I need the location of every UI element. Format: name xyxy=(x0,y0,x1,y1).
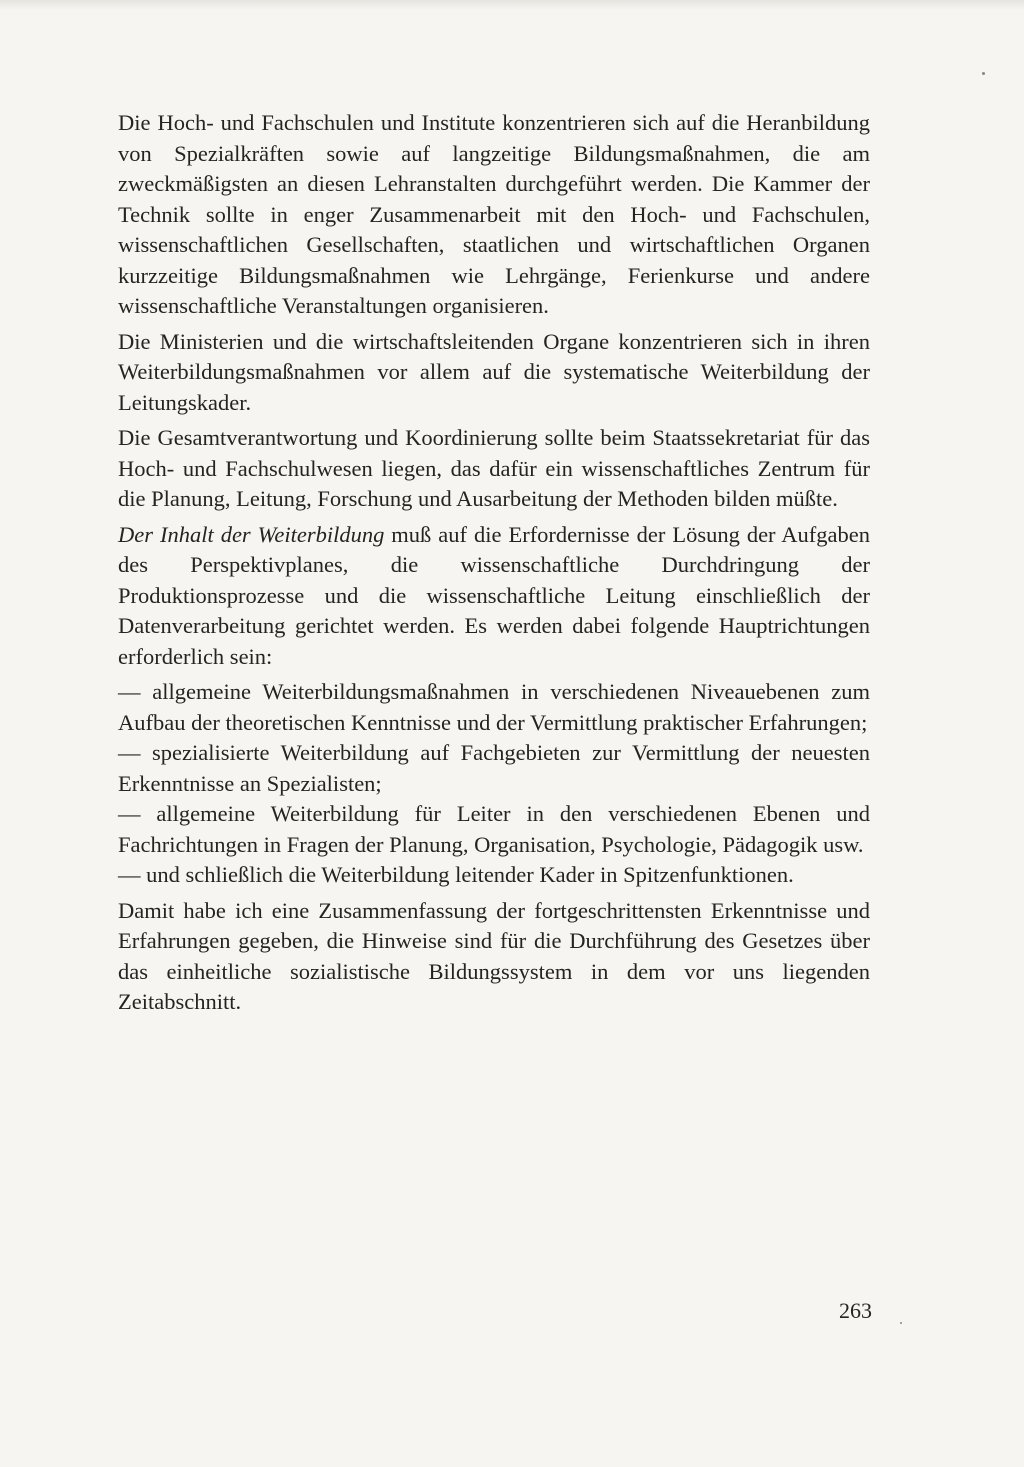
body-text xyxy=(118,108,870,1023)
paragraph-content xyxy=(118,520,870,673)
list-item-text: — und schließlich die Weiterbildung leitender Kader in Spitzenfunktionen. xyxy=(118,862,794,887)
list-item xyxy=(118,860,870,891)
list-item-text: — allgemeine Weiterbildungsmaßnahmen in verschiedenen Niveauebenen zum Aufbau der theoretischen Kenntnisse und der Vermittlung praktischer Erfahrungen; xyxy=(118,679,870,735)
list-item-text: — spezialisierte Weiterbildung auf Fachgebieten zur Vermittlung der neuesten Erkenntnisse an Spezialisten; xyxy=(118,740,870,796)
list-item xyxy=(118,799,870,860)
list-item xyxy=(118,677,870,738)
scan-speck xyxy=(982,72,985,75)
directions-list xyxy=(118,677,870,891)
paragraph-content-rest: muß auf die Erfordernisse der Lösung der Aufgaben des Perspektivplanes, die wissenschaftliche Durchdringung der Produktionsprozesse und die wissenschaftliche Leitung einschließlich der Datenverarbeitung gerichtet werden. Es werden dabei folgende Hauptrichtungen erforderlich sein: xyxy=(118,521,870,669)
list-item-text: — allgemeine Weiterbildung für Leiter in den verschiedenen Ebenen und Fachrichtungen in Fragen der Planung, Organisation, Psychologie, Pädagogik usw. xyxy=(118,801,870,857)
paragraph-ministries: Die Ministerien und die wirtschaftsleitenden Organe konzentrieren sich in ihren Weiterbildungsmaßnahmen vor allem auf die systematische Weiterbildung der Leitungskader. xyxy=(118,328,870,415)
list-item xyxy=(118,738,870,799)
paragraph-closing: Damit habe ich eine Zusammenfassung der fortgeschrittensten Erkenntnisse und Erfahrungen gegeben, die Hinweise sind für die Durchführung des Gesetzes über das einheitliche sozialistische Bildungssystem in dem vor uns liegenden Zeitabschnitt. xyxy=(118,897,870,1014)
scan-speck xyxy=(900,1322,902,1324)
page-number: 263 xyxy=(839,1298,872,1323)
paragraph-responsibility: Die Gesamtverantwortung und Koordinierung sollte beim Staatssekretariat für das Hoch- und Fachschulwesen liegen, das dafür ein wissenschaftliches Zentrum für die Planung, Leitung, Forschung und Ausarbeitung der Methoden bilden müßte. xyxy=(118,425,870,511)
italic-lead: Der Inhalt der Weiterbildung xyxy=(118,521,385,547)
scan-edge xyxy=(0,0,1024,10)
paragraph-institutions: Die Hoch- und Fachschulen und Institute konzentrieren sich auf die Heranbildung von Spezialkräften sowie auf langzeitige Bildungsmaßnahmen, die am zweckmäßigsten an diesen Lehranstalten durchgeführt werden. Die Kammer der Technik sollte in enger Zusammenarbeit mit den Hoch- und Fachschulen, wissenschaftlichen Gesellschaften, staatlichen und wirtschaftlichen Organen kurzzeitige Bildungsmaßnahmen wie Lehrgänge, Ferienkurse und andere wissenschaftliche Veranstaltungen organisieren. xyxy=(118,110,870,318)
